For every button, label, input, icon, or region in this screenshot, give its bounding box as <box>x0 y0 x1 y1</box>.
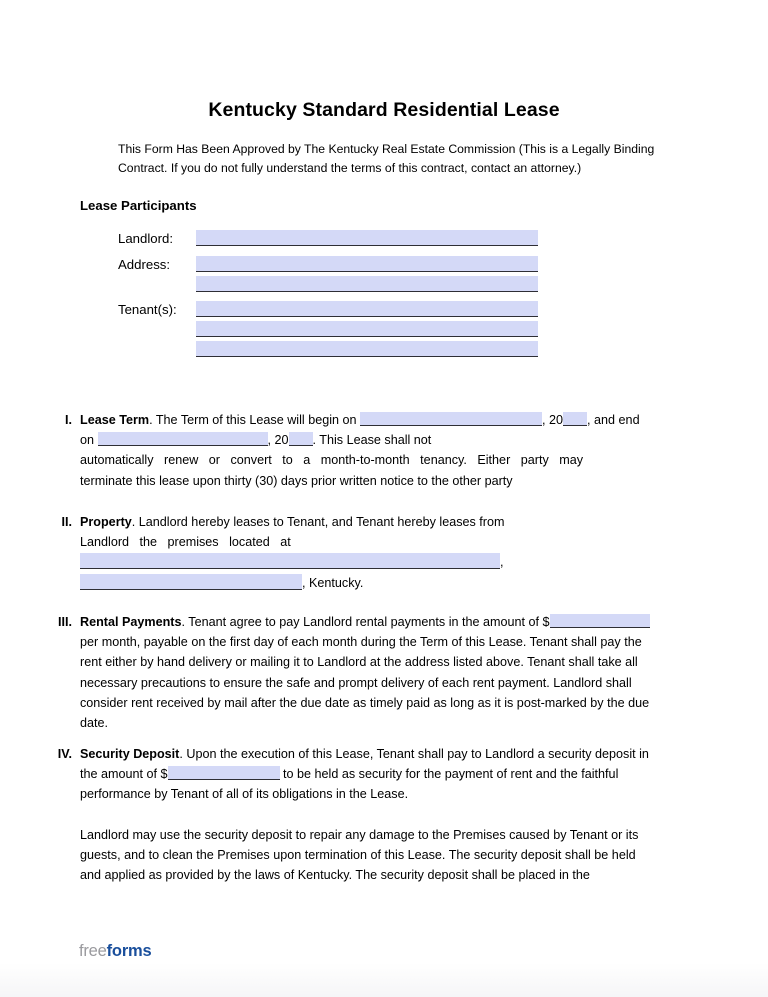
property-text-4: , Kentucky. <box>302 575 364 590</box>
section-rental-payments <box>42 612 659 733</box>
lease-term-text-5: . This Lease shall not <box>312 433 432 448</box>
lease-term-text-3: , and end on <box>80 413 640 448</box>
rental-payments-text-1: . Tenant agree to pay Landlord rental payments in the amount of $ <box>181 615 550 629</box>
security-deposit-amount-input[interactable] <box>168 766 280 780</box>
page-bottom-fade <box>0 963 768 997</box>
rental-payments-paragraph <box>80 612 659 733</box>
lease-term-text-6: automatically renew or convert to a month-to-month tenancy. Either party may <box>80 453 584 468</box>
tenant-input-line-2[interactable] <box>196 321 538 337</box>
freeforms-logo <box>79 942 151 961</box>
tenant-row <box>118 301 538 357</box>
property-text-2: Landlord the premises located at <box>80 535 291 550</box>
security-deposit-text-1: . Upon the execution of this Lease, Tenant shall pay to Landlord a security deposit in the amount of $ <box>80 747 649 782</box>
security-deposit-paragraph-1 <box>80 744 659 805</box>
tenant-input-line-3[interactable] <box>196 341 538 357</box>
landlord-input[interactable] <box>196 230 538 246</box>
monthly-rent-amount-input[interactable] <box>550 614 650 628</box>
rental-payments-heading: Rental Payments <box>80 615 182 629</box>
section-lease-term-body <box>80 410 642 491</box>
address-row <box>118 256 538 292</box>
tenant-field-group <box>196 301 538 357</box>
section-security-deposit-body <box>80 744 659 885</box>
logo-text-forms: forms <box>106 942 152 960</box>
lease-term-text-7: terminate this lease upon thirty (30) days prior written notice to the other party <box>80 473 513 488</box>
lease-begin-year-input[interactable] <box>563 412 587 426</box>
security-deposit-heading: Security Deposit <box>80 747 180 761</box>
property-address-input-line-1[interactable] <box>80 553 500 569</box>
property-text-1: . Landlord hereby leases to Tenant, and Tenant hereby leases from <box>131 515 505 529</box>
lease-participants-fields <box>118 230 538 366</box>
landlord-row <box>118 230 538 247</box>
section-property <box>42 512 642 593</box>
lease-term-text-2: , 20 <box>542 413 564 427</box>
address-input-line-2[interactable] <box>196 276 538 292</box>
landlord-label: Landlord: <box>118 231 173 246</box>
address-label: Address: <box>118 257 171 272</box>
lease-term-paragraph <box>80 410 642 491</box>
page-title: Kentucky Standard Residential Lease <box>208 99 560 122</box>
tenant-input-line-1[interactable] <box>196 301 538 317</box>
section-number-iii: III. <box>58 615 72 629</box>
security-deposit-text-2: to be held as security for the payment of rent and the faithful performance by Tenant of all of its obligations in the Lease. <box>80 767 619 802</box>
lease-term-heading: Lease Term <box>80 413 150 427</box>
section-property-body <box>80 512 642 593</box>
section-lease-term <box>42 410 642 491</box>
address-input-line-1[interactable] <box>196 256 538 272</box>
section-number-iv: IV. <box>57 747 72 761</box>
lease-term-text-4: , 20 <box>267 433 289 448</box>
lease-end-date-input[interactable] <box>98 432 268 446</box>
section-number-i: I. <box>65 413 72 427</box>
property-paragraph <box>80 512 642 593</box>
lease-participants-heading: Lease Participants <box>80 198 197 213</box>
logo-text-free: free <box>79 942 107 960</box>
intro-paragraph: This Form Has Been Approved by The Kentucky Real Estate Commission (This is a Legally Binding Contract. If you do not fully understand the terms of this contract, contact an attorney.) <box>118 142 655 175</box>
security-deposit-paragraph-2: Landlord may use the security deposit to repair any damage to the Premises caused by Tenant or its guests, and to clean the Premises upon termination of this Lease. The security deposit shall be held and applied as provided by the laws of Kentucky. The security deposit shall be placed in the <box>80 827 639 883</box>
section-security-deposit <box>42 744 659 885</box>
lease-end-year-input[interactable] <box>289 432 313 446</box>
section-number-ii: II. <box>61 515 72 529</box>
rental-payments-text-2: per month, payable on the first day of each month during the Term of this Lease. Tenant shall pay the rent either by hand delivery or mailing it to Landlord at the address listed above. Tenant shall take all necessary precautions to ensure the safe and prompt delivery of each rent payment. Landlord shall consider rent received by mail after the due date as timely paid as long as it is post-marked by the due date. <box>80 635 650 731</box>
lease-begin-date-input[interactable] <box>360 412 542 426</box>
tenant-label: Tenant(s): <box>118 302 177 317</box>
landlord-field-group <box>196 230 538 246</box>
property-heading: Property <box>80 515 132 529</box>
lease-term-text-1: . The Term of this Lease will begin on <box>149 413 361 427</box>
address-field-group <box>196 256 538 292</box>
property-text-3: , <box>500 555 504 570</box>
section-rental-payments-body <box>80 612 659 733</box>
property-address-input-line-2[interactable] <box>80 574 302 590</box>
